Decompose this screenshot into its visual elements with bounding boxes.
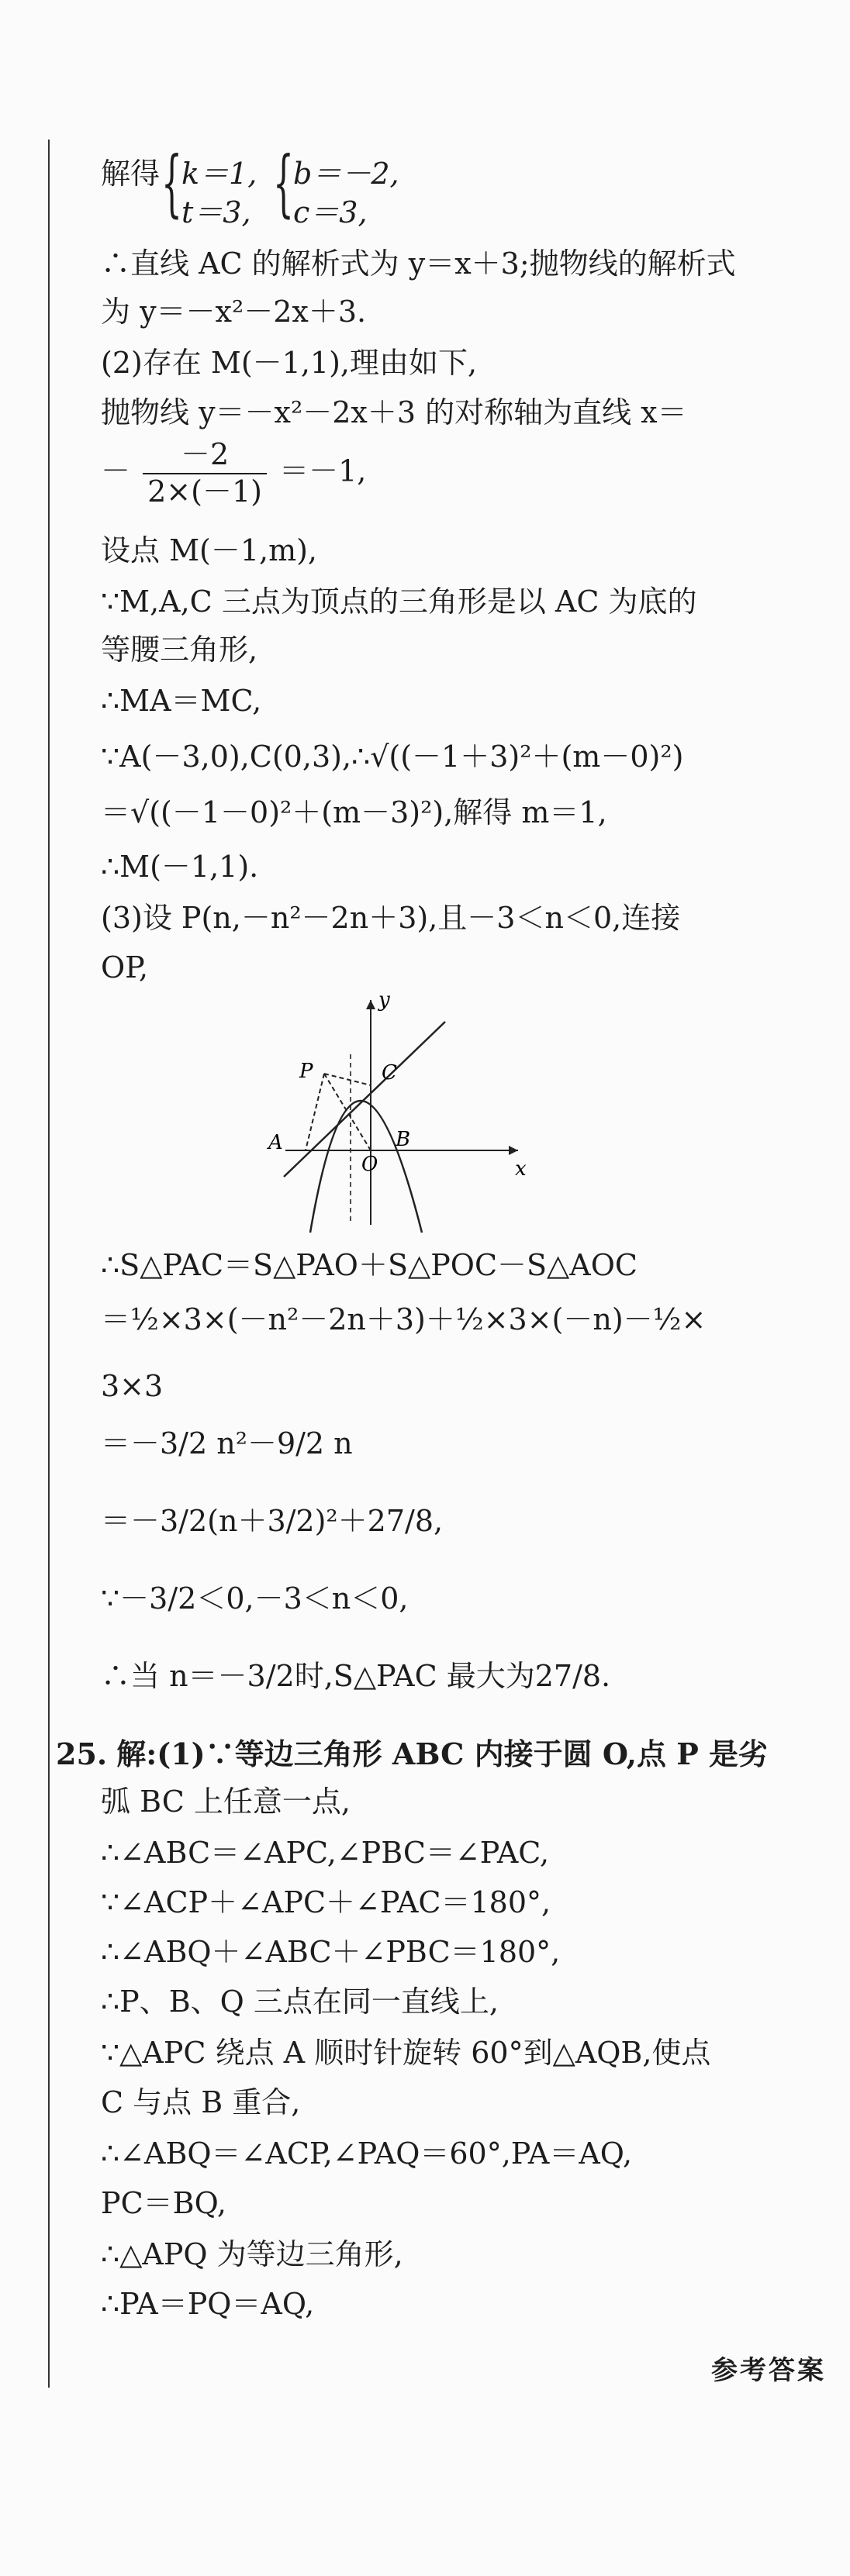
set-point-m: 设点 M(－1,m), bbox=[101, 533, 318, 567]
x-axis-arrow bbox=[509, 1146, 518, 1155]
parabola-expression: 为 y＝－x²－2x＋3. bbox=[101, 295, 367, 329]
point-a-label: A bbox=[268, 1131, 283, 1154]
distance-equation-2: ＝√((－1－0)²＋(m－3)²),解得 m＝1, bbox=[101, 795, 607, 829]
part3-heading-cont: OP, bbox=[101, 950, 149, 985]
problem-number: 25. bbox=[56, 1736, 108, 1771]
area-expansion: ＝½×3×(－n²－2n＋3)＋½×3×(－n)－½× bbox=[101, 1302, 707, 1336]
collinear-points: ∴P、B、Q 三点在同一直线上, bbox=[101, 1985, 499, 2019]
m-result: ∴M(－1,1). bbox=[101, 850, 259, 884]
ma-equals-mc: ∴MA＝MC, bbox=[101, 684, 262, 718]
problem-25-start: 解:(1)∵等边三角形 ABC 内接于圆 O,点 P 是劣 bbox=[116, 1736, 769, 1771]
isosceles-condition-cont: 等腰三角形, bbox=[101, 633, 258, 667]
axis-fraction bbox=[143, 439, 267, 509]
area-decomposition: ∴S△PAC＝S△PAO＋S△POC－S△AOC bbox=[101, 1248, 638, 1282]
max-area-conclusion: ∴当 n＝－3/2时,S△PAC 最大为27/8. bbox=[101, 1659, 611, 1693]
rotation-statement: ∵△APC 绕点 A 顺时针旋转 60°到△AQB,使点 bbox=[101, 2036, 711, 2070]
problem-25-line bbox=[56, 1736, 768, 1773]
line-ac-expression: ∴直线 AC 的解析式为 y＝x＋3;抛物线的解析式 bbox=[101, 247, 736, 281]
reference-answer-footer: 参考答案 bbox=[711, 2355, 826, 2386]
point-b-label: B bbox=[396, 1128, 411, 1151]
triangle-angle-sum: ∵∠ACP＋∠APC＋∠PAC＝180°, bbox=[101, 1885, 551, 1919]
origin-label: O bbox=[361, 1153, 378, 1176]
point-c-label: C bbox=[382, 1061, 397, 1085]
area-expansion-cont: 3×3 bbox=[101, 1369, 164, 1403]
axis-fraction-line bbox=[101, 439, 366, 509]
x-axis-label: x bbox=[515, 1157, 527, 1181]
pa-pq-aq: ∴PA＝PQ＝AQ, bbox=[101, 2287, 315, 2321]
k-value: k＝1, bbox=[181, 157, 257, 191]
isosceles-condition: ∵M,A,C 三点为顶点的三角形是以 AC 为底的 bbox=[101, 585, 697, 619]
left-brace: { bbox=[273, 141, 294, 226]
pc-equals-bq: PC＝BQ, bbox=[101, 2186, 226, 2220]
straight-angle-sum: ∴∠ABQ＋∠ABC＋∠PBC＝180°, bbox=[101, 1935, 561, 1969]
point-p-label: P bbox=[299, 1060, 313, 1083]
fraction-numerator: －2 bbox=[143, 439, 267, 474]
rotation-statement-cont: C 与点 B 重合, bbox=[101, 2085, 301, 2119]
coefficient-condition: ∵－3/2＜0,－3＜n＜0, bbox=[101, 1581, 409, 1616]
angle-equality: ∴∠ABC＝∠APC,∠PBC＝∠PAC, bbox=[101, 1836, 550, 1870]
b-value: b＝－2, bbox=[293, 157, 399, 191]
y-axis-arrow bbox=[366, 1000, 375, 1009]
rotation-properties: ∴∠ABQ＝∠ACP,∠PAQ＝60°,PA＝AQ, bbox=[101, 2136, 633, 2171]
part2-heading: (2)存在 M(－1,1),理由如下, bbox=[101, 346, 478, 380]
left-brace: { bbox=[161, 141, 182, 226]
area-simplified: ＝－3/2 n²－9/2 n bbox=[101, 1426, 353, 1460]
t-value: t＝3, bbox=[181, 195, 251, 229]
axis-of-symmetry-text: 抛物线 y＝－x²－2x＋3 的对称轴为直线 x＝ bbox=[101, 395, 687, 429]
equilateral-apq: ∴△APQ 为等边三角形, bbox=[101, 2237, 403, 2271]
solve-prefix: 解得 bbox=[101, 157, 161, 191]
distance-equation-1: ∵A(－3,0),C(0,3),∴√((－1＋3)²＋(m－0)²) bbox=[101, 740, 684, 774]
segment-pc bbox=[324, 1074, 371, 1085]
left-margin-rule bbox=[48, 140, 50, 2388]
segment-po bbox=[324, 1074, 371, 1150]
y-axis-label: y bbox=[378, 988, 390, 1012]
c-value-line bbox=[293, 195, 368, 231]
fraction-denominator: 2×(－1) bbox=[147, 474, 262, 509]
parabola-graph bbox=[262, 985, 541, 1240]
arc-bc-text: 弧 BC 上任意一点, bbox=[101, 1785, 351, 1819]
axis-result: ＝－1, bbox=[279, 453, 367, 488]
segment-pa bbox=[306, 1074, 324, 1150]
part3-heading: (3)设 P(n,－n²－2n＋3),且－3＜n＜0,连接 bbox=[101, 901, 681, 935]
c-value: c＝3, bbox=[293, 195, 368, 229]
minus-sign: － bbox=[101, 453, 131, 488]
t-value-line bbox=[181, 195, 251, 231]
area-vertex-form: ＝－3/2(n＋3/2)²＋27/8, bbox=[101, 1504, 444, 1538]
